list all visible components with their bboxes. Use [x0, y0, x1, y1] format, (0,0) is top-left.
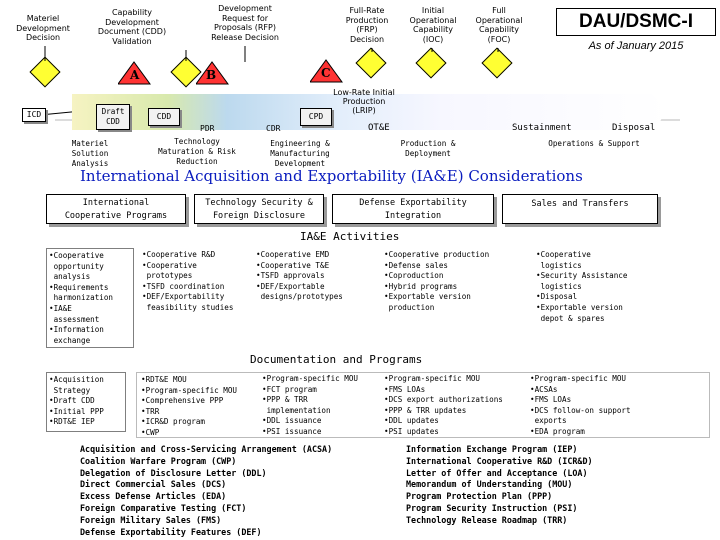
- list-item: •FMS LOAs: [384, 384, 426, 394]
- list-item: logistics: [536, 281, 582, 291]
- list-item: implementation: [262, 405, 331, 415]
- acronym-item: Information Exchange Program (IEP): [406, 444, 578, 454]
- cdd-box: CDD: [148, 108, 180, 126]
- list-item: •Information: [49, 325, 104, 335]
- category-sales-transfers: Sales and Transfers: [502, 194, 658, 224]
- list-item: •Security Assistance: [536, 271, 628, 281]
- org-date: As of January 2015: [588, 40, 684, 52]
- documentation-os: [530, 374, 706, 438]
- ioc-label: Initial Operational Capability (IOC): [409, 6, 457, 44]
- list-item: •Initial PPP: [49, 406, 104, 416]
- disposal-label: Disposal: [612, 123, 656, 133]
- activities-pd: [384, 250, 524, 314]
- acronym-item: Program Protection Plan (PPP): [406, 491, 553, 502]
- acronym-item: Letter of Offer and Acceptance (LOA): [406, 467, 588, 478]
- activities-tmrr: [142, 250, 252, 314]
- acronym-item: Defense Exportability Features (DEF): [80, 526, 262, 537]
- list-item: •Exportable version: [384, 292, 471, 302]
- acronym-item: Foreign Comparative Testing (FCT): [80, 502, 247, 513]
- list-item: •RDT&E IEP: [49, 417, 95, 427]
- phase-pd: Production & Deployment: [400, 139, 456, 158]
- list-item: •DCS follow-on support: [530, 405, 631, 415]
- icd-box: ICD: [22, 108, 46, 122]
- list-item: Strategy: [49, 385, 91, 395]
- list-item: •DDL issuance: [262, 416, 322, 426]
- list-item: •Cooperative EMD: [256, 250, 330, 259]
- list-item: •DEF/Exportable: [256, 281, 325, 291]
- list-item: •ICR&D program: [141, 417, 206, 427]
- acronym-item: Excess Defense Articles (EDA): [80, 491, 227, 502]
- activities-emd: [256, 250, 376, 303]
- list-item: assessment: [49, 314, 100, 324]
- list-item: •Cooperative: [536, 250, 591, 259]
- list-item: harmonization: [49, 293, 114, 303]
- list-item: •DDL updates: [384, 416, 439, 426]
- milestone-b-label: B: [206, 68, 217, 82]
- documentation-emd: [262, 374, 382, 438]
- list-item: •Program-specific MOU: [141, 385, 238, 395]
- list-item: opportunity: [49, 261, 104, 271]
- acronym-item: Program Security Instruction (PSI): [406, 502, 578, 513]
- pdr-label: PDR: [200, 124, 215, 133]
- list-item: •Cooperative: [142, 260, 197, 270]
- list-item: •Hybrid programs: [384, 281, 458, 291]
- list-item: prototypes: [142, 271, 193, 281]
- list-item: •IA&E: [49, 303, 72, 313]
- phase-os: Operations & Support: [548, 139, 640, 148]
- list-item: •RDT&E MOU: [141, 375, 187, 384]
- list-item: •Exportable version: [536, 302, 623, 312]
- activities-os: [536, 250, 666, 324]
- draft-cdd-box: Draft CDD: [96, 104, 130, 130]
- list-item: analysis: [49, 272, 91, 282]
- list-item: •Cooperative: [49, 251, 104, 260]
- acronym-item: Direct Commercial Sales (DCS): [80, 479, 227, 490]
- foc-label: Full Operational Capability (FOC): [475, 6, 523, 44]
- org-title: DAU/DSMC-I: [556, 8, 716, 36]
- acronym-item: International Cooperative R&D (ICR&D): [406, 455, 593, 466]
- list-item: •Defense sales: [384, 260, 449, 270]
- list-item: production: [384, 302, 435, 312]
- list-item: designs/prototypes: [256, 292, 343, 302]
- activities-title: IA&E Activities: [300, 230, 400, 243]
- list-item: •PSI issuance: [262, 426, 322, 436]
- activities-msa: [46, 248, 134, 348]
- mdd-label: Materiel Development Decision: [16, 14, 70, 42]
- list-item: •TSFD coordination: [142, 281, 225, 291]
- list-item: •Disposal: [536, 292, 578, 302]
- list-item: •PPP & TRR: [262, 395, 308, 405]
- documentation-title: Documentation and Programs: [250, 353, 423, 366]
- list-item: •TSFD approvals: [256, 271, 325, 281]
- acronym-item: Coalition Warfare Program (CWP): [80, 455, 237, 466]
- list-item: exports: [530, 416, 567, 426]
- acronym-item: Memorandum of Understanding (MOU): [406, 479, 573, 490]
- category-def-integration: Defense Exportability Integration: [332, 194, 494, 224]
- list-item: logistics: [536, 260, 582, 270]
- phase-emd: Engineering & Manufacturing Development: [270, 139, 330, 168]
- list-item: •ACSAs: [530, 384, 558, 394]
- timeline-lines: [0, 0, 720, 160]
- list-item: •Program-specific MOU: [262, 374, 359, 383]
- list-item: •Cooperative production: [384, 250, 490, 259]
- list-item: •PPP & TRR updates: [384, 405, 467, 415]
- main-title: International Acquisition and Exportability (IA&E) Considerations: [80, 167, 583, 185]
- sustainment-label: Sustainment: [512, 123, 572, 133]
- list-item: •Cooperative R&D: [142, 250, 216, 259]
- list-item: •FMS LOAs: [530, 395, 572, 405]
- list-item: exchange: [49, 335, 91, 345]
- list-item: •FCT program: [262, 384, 317, 394]
- acronym-item: Technology Release Roadmap (TRR): [406, 514, 568, 525]
- phase-msa: Materiel Solution Analysis: [71, 139, 109, 168]
- list-item: •Program-specific MOU: [530, 374, 627, 383]
- cdr-label: CDR: [266, 124, 281, 133]
- category-tsfd: Technology Security & Foreign Disclosure: [194, 194, 324, 224]
- list-item: depot & spares: [536, 313, 605, 323]
- milestone-a-label: A: [130, 68, 140, 82]
- list-item: •Cooperative T&E: [256, 260, 330, 270]
- frp-decision-label: Full-Rate Production (FRP) Decision: [345, 6, 389, 44]
- acronym-item: Delegation of Disclosure Letter (DDL): [80, 467, 267, 478]
- list-item: •Draft CDD: [49, 396, 95, 406]
- phase-tmrr: Technology Maturation & Risk Reduction: [158, 137, 236, 166]
- cdd-validation-label: Capability Development Document (CDD) Validation: [97, 8, 167, 46]
- acronym-item: Acquisition and Cross-Servicing Arrangement (ACSA): [80, 444, 333, 454]
- documentation-pd: [384, 374, 528, 438]
- list-item: •DEF/Exportability: [142, 292, 225, 302]
- list-item: •DCS export authorizations: [384, 395, 503, 405]
- list-item: •EDA program: [530, 426, 585, 436]
- list-item: •CWP: [141, 427, 160, 437]
- list-item: •Comprehensive PPP: [141, 396, 224, 406]
- list-item: •Acquisition: [49, 375, 104, 384]
- list-item: •Requirements: [49, 282, 109, 292]
- list-item: •Coproduction: [384, 271, 444, 281]
- list-item: feasibility studies: [142, 302, 234, 312]
- list-item: •PSI updates: [384, 426, 439, 436]
- milestone-c-label: C: [321, 66, 331, 80]
- acronym-item: Foreign Military Sales (FMS): [80, 514, 222, 525]
- cpd-box: CPD: [300, 108, 332, 126]
- ote-label: OT&E: [368, 123, 390, 133]
- list-item: •TRR: [141, 406, 160, 416]
- category-cooperative-programs: International Cooperative Programs: [46, 194, 186, 224]
- acronyms-right: [406, 444, 706, 527]
- documentation-msa: [46, 372, 126, 432]
- rfp-decision-label: Development Request for Proposals (RFP) Release Decision: [211, 4, 279, 42]
- lrip-label: Low-Rate Initial Production (LRIP): [333, 88, 395, 115]
- list-item: •Program-specific MOU: [384, 374, 481, 383]
- acronyms-left: [80, 444, 400, 538]
